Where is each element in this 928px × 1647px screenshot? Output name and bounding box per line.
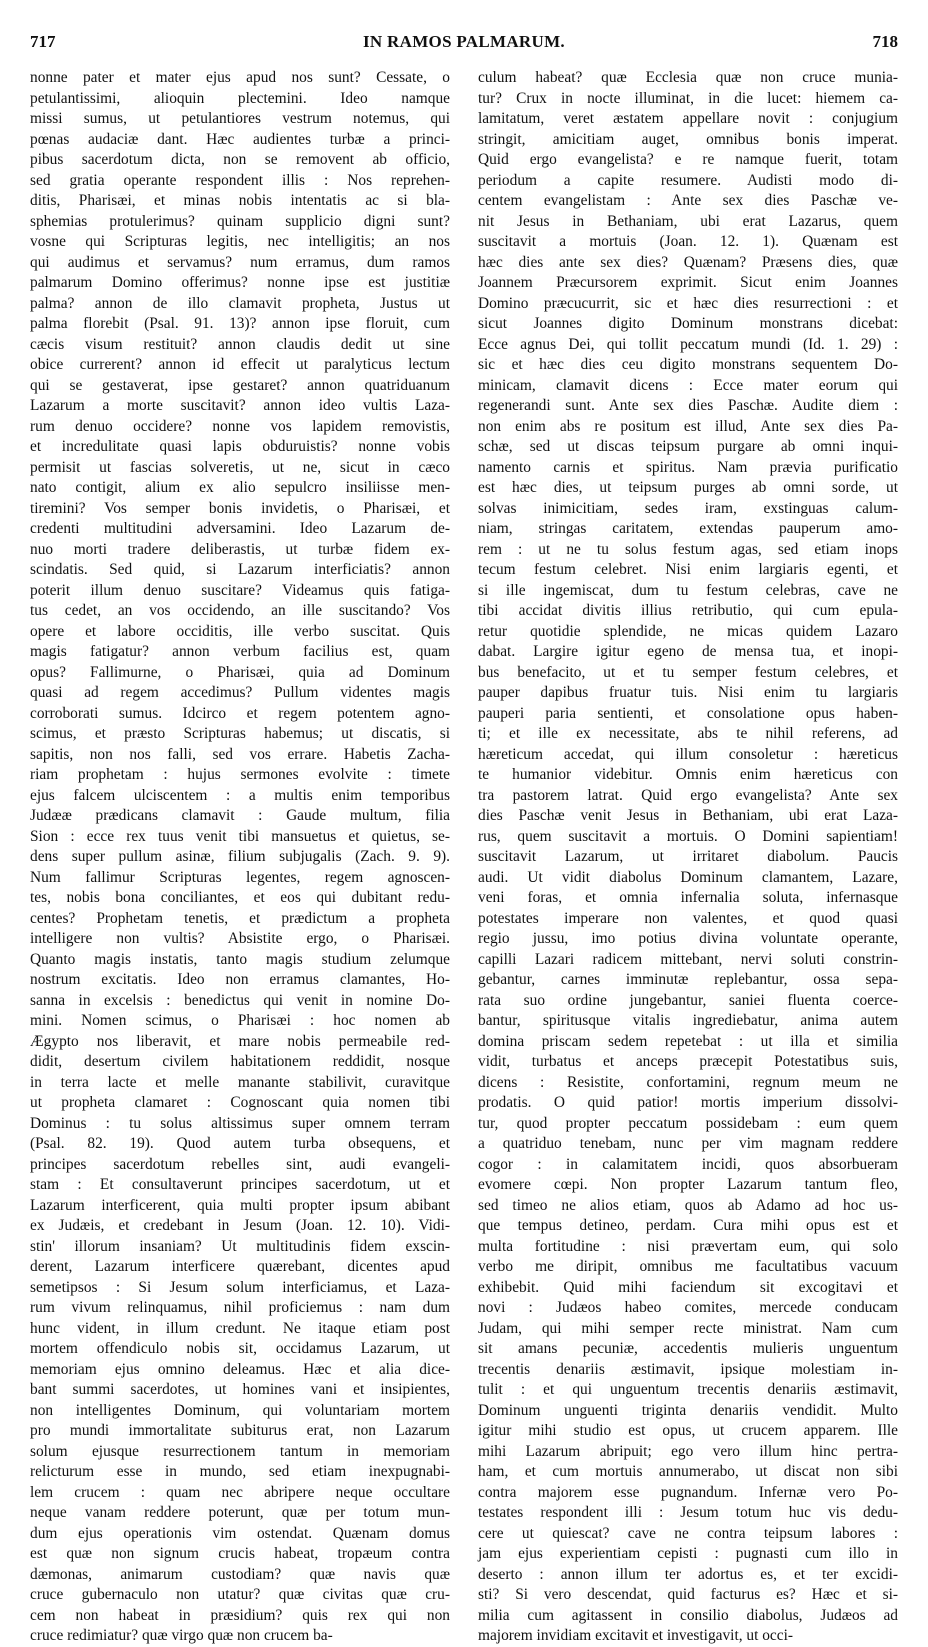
text-line: a quatriduo tenebam, nunc per vim magnam reddere bbox=[478, 1135, 898, 1152]
text-line: obice currerent? annon id effecit ut paralyticus lectum bbox=[30, 356, 450, 373]
text-line: sed timeo ne alios etiam, quos ab Adamo ad hoc us- bbox=[478, 1196, 898, 1214]
text-line: namento carnis et spiritus. Nam prævia purificatio bbox=[478, 458, 898, 476]
text-line: Dominum unguenti triginta denariis vendidit. Multo bbox=[478, 1401, 898, 1419]
text-line: milia cum agitassent in consilio diabolus, Judæos ad bbox=[478, 1606, 898, 1624]
text-line: sanna in excelsis : benedictus qui venit in nomine Do- bbox=[30, 991, 450, 1009]
text-line: gebantur, carnes imminutæ replebantur, ossa sepa- bbox=[478, 971, 898, 988]
text-line: testates respondent illi : Jesum totum huc vis dedu- bbox=[478, 1504, 898, 1521]
text-line: sic et hæc dies ceu digito monstrans sequentem Do- bbox=[478, 356, 898, 373]
text-line: Judam, qui mihi semper recte ministrat. Nam cum bbox=[478, 1319, 898, 1337]
text-line: Lazarum a morte suscitavit? annon ideo vultis Laza- bbox=[30, 397, 450, 414]
text-line: tiremini? Vos semper bonis invidetis, o Pharisæi, et bbox=[30, 499, 450, 517]
text-line: rum vivum relinquamus, nihil proficiemus : nam dum bbox=[30, 1299, 450, 1316]
text-line: qui audimus et servamus? num erramus, dum ramos bbox=[30, 253, 450, 271]
text-line: scindatis. Sed quid, si Lazarum interficiatis? annon bbox=[30, 561, 450, 578]
text-line: tibi accidat divitis illius retributio, qui cum epula- bbox=[478, 602, 898, 619]
text-line: tulit : et qui unguentum trecentis denariis æstimavit, bbox=[478, 1381, 898, 1398]
text-line: magis fatigatur? annon verbum facilius est, quam bbox=[30, 643, 450, 660]
text-line: opus? Fallimurne, o Pharisæi, quia ad Dominum bbox=[30, 663, 450, 681]
text-line: stam : Et consultaverunt principes sacerdotum, ut et bbox=[30, 1176, 450, 1193]
text-line: hæreticum accedat, qui illum consoletur : hæreticus bbox=[478, 745, 898, 763]
text-line: suscitavit Lazarum, ut irritaret diabolum. Paucis bbox=[478, 848, 898, 865]
page-number-left: 717 bbox=[30, 32, 56, 51]
page-number-right: 718 bbox=[872, 32, 898, 51]
text-line: cogor : in calamitatem incidi, quos absorbueram bbox=[478, 1155, 898, 1173]
text-line: vidit, turbatus et anceps præcepit Potestatibus suis, bbox=[478, 1053, 898, 1070]
text-line: sed gratia operante respondent illis : Nos reprehen- bbox=[30, 171, 450, 189]
text-line: dum ejus operationis vim ostendat. Quænam domus bbox=[30, 1524, 450, 1542]
text-line: Joannem Præcursorem exprimit. Sicut enim Joannes bbox=[478, 274, 898, 291]
text-line: te humanior videbitur. Omnis enim hæreticus con bbox=[478, 766, 898, 783]
text-line: petulantissimi, alioquin plectemini. Ideo namque bbox=[30, 89, 450, 107]
text-line: prodatis. O quid patior! mortis imperium dissolvi- bbox=[478, 1094, 898, 1111]
text-line: ditis, Pharisæi, et minas nobis intentatis ac si bla- bbox=[30, 192, 450, 209]
text-line: relicturum esse in mundo, sed etiam inexpugnabi- bbox=[30, 1463, 450, 1480]
text-line: ti; et ille ex necessitate, abs te nihil referens, ad bbox=[478, 725, 898, 742]
text-line: dabat. Largire igitur egeno de mensa tua, et inopi- bbox=[478, 643, 898, 660]
text-line: credenti multitudini adversamini. Ideo Lazarum de- bbox=[30, 520, 450, 537]
text-line: neque vanam reddere poterunt, quæ per totum mun- bbox=[30, 1504, 450, 1521]
text-line: didit, desertum civilem habitationem reddidit, nosque bbox=[30, 1053, 450, 1070]
right-text-column bbox=[478, 68, 898, 1644]
text-line: Ægypto nos liberavit, et mare nobis permeabile red- bbox=[30, 1032, 450, 1050]
text-line: Sion : ecce rex tuus venit tibi mansuetus et quietus, se- bbox=[30, 827, 450, 845]
text-line: solum ejusque resurrectionem tantum in memoriam bbox=[30, 1442, 450, 1460]
text-line: schæ, sed ut discas teipsum purgare ab omni inqui- bbox=[478, 438, 898, 455]
text-line: (Psal. 82. 19). Quod autem turba obsequens, et bbox=[30, 1135, 450, 1152]
text-line: cruce redimiatur? quæ virgo quæ non crucem ba- bbox=[30, 1627, 333, 1644]
text-line: pibus sacerdotum dicta, non se removent ab officio, bbox=[30, 151, 450, 168]
text-line: Dominus : tu solus altissimus super omnem terram bbox=[30, 1114, 450, 1132]
text-line: quasi ad regem accedimus? Pullum videntes magis bbox=[30, 684, 450, 701]
text-line: audi. Ut vidit diabolus Dominum clamantem, Lazare, bbox=[478, 868, 898, 886]
text-line: hunc vident, in illum credunt. Ne itaque etiam post bbox=[30, 1319, 450, 1337]
text-line: ut propheta clamaret : Cognoscant quia nomen tibi bbox=[30, 1094, 450, 1111]
text-line: dens super pullum asinæ, filium subjugalis (Zach. 9. 9). bbox=[30, 848, 450, 865]
text-line: Domino præcucurrit, sic et hæc dies resurrectioni : et bbox=[478, 294, 898, 312]
text-line: bus benefacito, ut et tu semper festum celebres, et bbox=[478, 663, 898, 681]
text-line: pœnas audaciæ dant. Hæc audientes turbæ a princi- bbox=[30, 130, 450, 148]
text-line: stin' illorum insaniam? Ut multitudinis fidem exscin- bbox=[30, 1237, 450, 1255]
text-line: opere et labore occiditis, ille verbo suscitat. Quis bbox=[30, 622, 450, 640]
text-line: centem evangelistam : Ante sex dies Paschæ ve- bbox=[478, 192, 898, 209]
text-line: tur, quod propter peccatum possidebam : eum quem bbox=[478, 1114, 898, 1132]
text-line: non intelligentes Dominum, qui voluntariam mortem bbox=[30, 1401, 450, 1419]
text-line: semetipsos : Si Jesum solum interficiamus, et Laza- bbox=[30, 1278, 450, 1296]
text-line: bant summi sacerdotes, ut homines vani et insipientes, bbox=[30, 1381, 450, 1398]
text-line: nuo morti tradere deliberastis, ut turbæ fidem ex- bbox=[30, 540, 450, 558]
text-line: tra pastorem latrat. Quid ergo evangelista? Ante sex bbox=[478, 786, 898, 804]
text-line: multa fortitudine : nisi prævertam eum, qui solo bbox=[478, 1237, 898, 1255]
text-line: evomere cœpi. Non propter Lazarum tantum fleo, bbox=[478, 1176, 898, 1193]
text-line: palmarum Domino offerimus? nonne ipse est justitiæ bbox=[30, 274, 450, 291]
text-line: tur? Crux in nocte illuminat, in die lucet: hiemem ca- bbox=[478, 89, 898, 107]
text-line: principes sacerdotum rebelles sint, audi evangeli- bbox=[30, 1155, 450, 1173]
text-line: verbo me diripit, omnibus me facultatibus vacuum bbox=[478, 1258, 898, 1275]
text-line: lamitatum, veret æstatem appellare novit : conjugium bbox=[478, 110, 898, 127]
text-line: rem : ut ne tu solus festum agas, sed etiam inops bbox=[478, 540, 898, 558]
text-line: sphemias protulerimus? quinam supplicio digni sunt? bbox=[30, 212, 450, 230]
text-line: bantur, spiritusque vitalis ingrediebatur, anima autem bbox=[478, 1012, 898, 1029]
text-line: que tempus detineo, perdam. Cura mihi opus est et bbox=[478, 1217, 898, 1234]
text-line: sapitis, non nos falli, sed vos errare. Habetis Zacha- bbox=[30, 745, 450, 763]
text-line: centes? Prophetam tenetis, et prædictum a propheta bbox=[30, 909, 450, 927]
text-line: tus cedet, an vos occidendo, an ille suscitando? Vos bbox=[30, 602, 450, 619]
text-line: veni foras, et omnia infernalia soluta, infernasque bbox=[478, 889, 898, 906]
text-line: periodum a capite resumere. Audisti modo di- bbox=[478, 171, 898, 189]
text-line: intelligere non vultis? Absistite ergo, o Pharisæi. bbox=[30, 930, 450, 947]
text-line: cem non habeat in præsidium? quis rex qui non bbox=[30, 1606, 450, 1624]
text-line: ejus falcem ulciscentem : a multis enim temporibus bbox=[30, 786, 450, 804]
text-line: poterit illum denuo suscitare? Videamus quis fatiga- bbox=[30, 581, 450, 599]
text-line: potestates imperare non valentes, et quod quasi bbox=[478, 909, 898, 927]
text-line: exhibebit. Quid mihi faciendum sit excogitavi et bbox=[478, 1278, 898, 1296]
text-line: majorem invidiam excitavit et investigavit, ut occi- bbox=[478, 1627, 793, 1644]
text-line: in terra lacte et melle manante stabilivit, curavitque bbox=[30, 1073, 450, 1091]
text-line: jam ejus experientiam cepisti : pugnasti cum illo in bbox=[478, 1545, 898, 1562]
text-line: corroborati sumus. Idcirco et regem potentem agno- bbox=[30, 704, 450, 722]
text-line: tes, nobis bona conciliantes, et eos qui dubitant redu- bbox=[30, 889, 450, 906]
text-line: domina priscam sedem repetebat : ut illa et similia bbox=[478, 1032, 898, 1050]
text-line: est hæc dies, ut teipsum purges ab omni sorde, ut bbox=[478, 479, 898, 496]
text-line: mihi Lazarum abripuit; ego vero illum hinc pertra- bbox=[478, 1442, 898, 1460]
text-line: riam prophetam : hujus sermones evolvite : timete bbox=[30, 766, 450, 783]
text-line: retur quotidie splendide, ne micas quidem Lazaro bbox=[478, 622, 898, 640]
text-line: contra majorem esse pugnandum. Infernæ vero Po- bbox=[478, 1483, 898, 1501]
text-line: Num fallimur Scripturas legentes, regem agnoscen- bbox=[30, 868, 450, 886]
text-line: pauperi paria sentienti, et consolatione opus haben- bbox=[478, 704, 898, 722]
text-line: cere ut quiescat? cave ne contra teipsum labores : bbox=[478, 1524, 898, 1542]
text-line: Quanto magis instatis, tanto magis studium zelumque bbox=[30, 950, 450, 968]
text-line: Ecce agnus Dei, qui tollit peccatum mundi (Id. 1. 29) : bbox=[478, 335, 898, 353]
text-line: et incredulitate quasi lapis obduruistis? nonne vobis bbox=[30, 438, 450, 455]
page-header bbox=[30, 32, 898, 54]
text-line: qui se gestaverat, ipse gestaret? annon quatriduanum bbox=[30, 376, 450, 394]
text-line: mini. Nomen scimus, o Pharisæi : hoc nomen ab bbox=[30, 1012, 450, 1029]
text-line: nit Jesus in Bethaniam, ubi erat Lazarus, quem bbox=[478, 212, 898, 230]
text-line: palma? annon de illo clamavit propheta, Justus ut bbox=[30, 294, 450, 312]
text-line: hæc dies ante sex dies? Quænam? Præsens dies, quæ bbox=[478, 253, 898, 271]
text-line: sti? Si vero descendat, quid facturus es? Hæc et si- bbox=[478, 1586, 898, 1603]
text-line: sit amans pecuniæ, accedentis mulieris unguentum bbox=[478, 1340, 898, 1357]
text-line: si ille ingemiscat, dum tu festum celebras, cave ne bbox=[478, 581, 898, 599]
text-line: solvas inimicitiam, sedes iram, exstinguas calum- bbox=[478, 499, 898, 517]
text-line: regio jussu, imo potius divina voluntate operante, bbox=[478, 930, 898, 947]
text-line: derent, Lazarum interficere quærebant, dicentes apud bbox=[30, 1258, 450, 1275]
text-line: rus, quem suscitavit a mortuis. O Domini sapientiam! bbox=[478, 827, 898, 845]
text-line: est quæ non signum crucis habeat, tropæum contra bbox=[30, 1545, 450, 1562]
text-line: dæmonas, animarum custodiam? quæ navis quæ bbox=[30, 1565, 450, 1583]
text-line: stringit, amicitiam auget, omnibus bonis imperat. bbox=[478, 130, 898, 148]
text-line: pro mundi immortalitate subiturus erat, non Lazarum bbox=[30, 1422, 450, 1439]
text-line: Judææ prædicans clamavit : Gaude multum, filia bbox=[30, 807, 450, 824]
text-line: pauper dapibus fruatur tuis. Nisi enim tu largiaris bbox=[478, 684, 898, 701]
text-line: deserto : annon illum ter adortus es, et ter excidi- bbox=[478, 1565, 898, 1583]
text-line: ex Judæis, et credebant in Jesum (Joan. 12. 10). Vidi- bbox=[30, 1217, 450, 1234]
text-line: scimus, et præsto Scripturas habemus; ut discatis, si bbox=[30, 725, 450, 742]
text-line: palma florebit (Psal. 91. 13)? annon ipse floruit, cum bbox=[30, 315, 450, 332]
text-line: nostrum excitatis. Ideo non erramus clamantes, Ho- bbox=[30, 971, 450, 988]
running-title: IN RAMOS PALMARUM. bbox=[363, 32, 565, 51]
text-line: dicens : Resistite, confortamini, regnum meum ne bbox=[478, 1073, 898, 1091]
text-line: nato contigit, alium ex alio sepulcro insiliisse men- bbox=[30, 479, 450, 496]
text-line: Quid ergo evangelista? e re namque fuerit, totam bbox=[478, 151, 898, 168]
text-line: ham, et cum mortuis annumerabo, ut discat non sibi bbox=[478, 1463, 898, 1480]
text-line: memoriam ejus omnino deleamus. Hæc et alia dice- bbox=[30, 1360, 450, 1378]
text-line: permisit ut fascias solveretis, ut ne, sicut in cæco bbox=[30, 458, 450, 476]
left-text-column bbox=[30, 68, 450, 1644]
text-line: suscitavit a mortuis (Joan. 12. 1). Quænam est bbox=[478, 233, 898, 250]
text-line: missi sumus, ut petulantiores vestrum notemus, qui bbox=[30, 110, 450, 127]
text-line: regenerandi sunt. Ante sex dies Paschæ. Audite diem : bbox=[478, 397, 898, 414]
text-line: Lazarum interficerent, quia multi propter ipsum abibant bbox=[30, 1196, 450, 1214]
text-line: dies Paschæ venit Jesus in Bethaniam, ubi erat Laza- bbox=[478, 807, 898, 824]
text-line: minicam, clamavit dicens : Ecce mater eorum qui bbox=[478, 376, 898, 394]
text-line: capilli Lazari radicem mittebant, nervi soluti constrin- bbox=[478, 950, 898, 968]
text-line: igitur mihi studio est opus, ut crucem apparem. Ille bbox=[478, 1422, 898, 1439]
text-line: tecum festum celebret. Nisi enim largiaris egenti, et bbox=[478, 561, 898, 578]
text-line: mortem offendiculo nobis sit, occidamus Lazarum, ut bbox=[30, 1340, 450, 1357]
text-line: sicut Joannes digito Dominum monstrans dicebat: bbox=[478, 315, 898, 332]
text-line: novi : Judæos habeo comites, mercede conducam bbox=[478, 1299, 898, 1316]
text-line: vosne qui Scripturas legitis, nec intelligitis; an nos bbox=[30, 233, 450, 250]
text-line: culum habeat? quæ Ecclesia quæ non cruce munia- bbox=[478, 69, 898, 86]
text-line: non enim abs re positum est illud, Ante sex dies Pa- bbox=[478, 417, 898, 435]
text-line: cæcis visum restituit? annon claudis dedit ut sine bbox=[30, 335, 450, 353]
text-line: nonne pater et mater ejus apud nos sunt? Cessate, o bbox=[30, 69, 450, 86]
text-line: rata suo ordine jungebantur, saniei fluenta coerce- bbox=[478, 991, 898, 1009]
text-line: niam, stringas caritatem, extendas pauperum amo- bbox=[478, 520, 898, 537]
text-line: trecentis denariis æstimavit, ipsique molestiam in- bbox=[478, 1360, 898, 1378]
text-line: rum denuo occidere? nonne vos lapidem removistis, bbox=[30, 417, 450, 435]
text-line: cruce gubernaculo non utatur? quæ civitas quæ cru- bbox=[30, 1586, 450, 1603]
text-line: lem crucem : quam nec abripere neque occultare bbox=[30, 1483, 450, 1501]
